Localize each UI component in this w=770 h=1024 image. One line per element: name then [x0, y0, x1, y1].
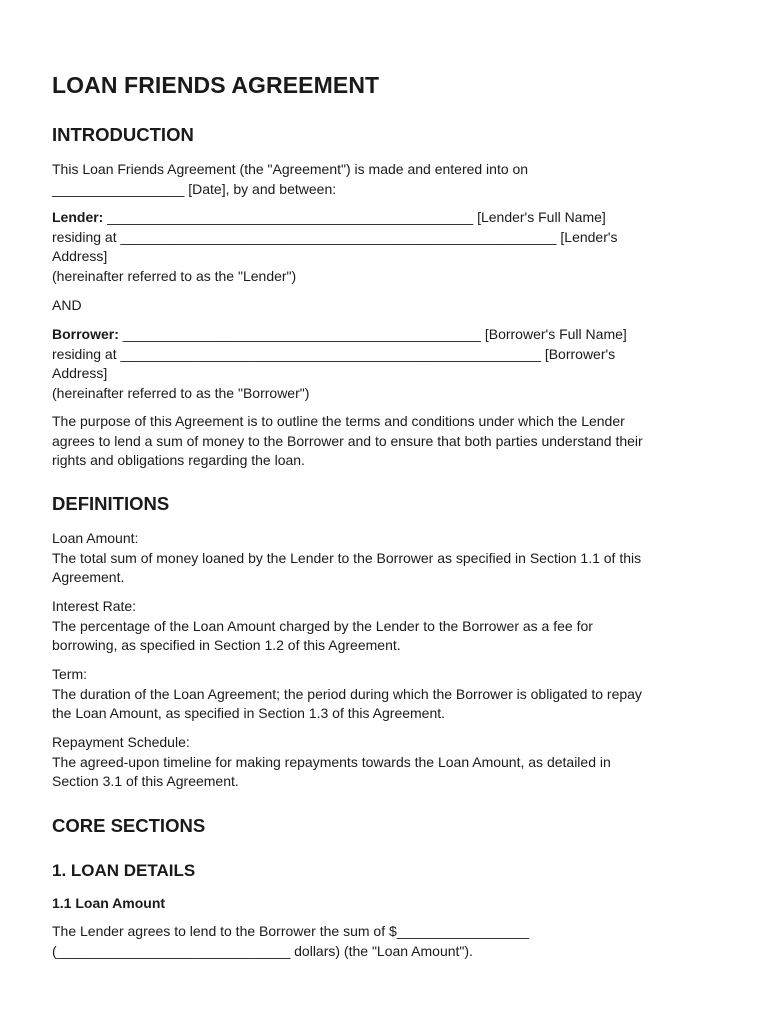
purpose-line: The purpose of this Agreement is to outline the terms and conditions under which the Lender: [52, 413, 625, 429]
lender-name-line: _______________________________________________ [Lender's Full Name]: [103, 209, 606, 225]
loan-details-heading: 1. LOAN DETAILS: [52, 861, 196, 880]
purpose-line: agrees to lend a sum of money to the Borrower and to ensure that both parties understand their: [52, 432, 643, 449]
borrower-block: [52, 325, 718, 403]
intro-line: This Loan Friends Agreement (the "Agreement") is made and entered into on: [52, 161, 529, 177]
definition-text: Section 3.1 of this Agreement.: [52, 773, 239, 789]
definition-text: The agreed-upon timeline for making repayments towards the Loan Amount, as detailed in: [52, 753, 611, 770]
definitions-heading: DEFINITIONS: [52, 493, 170, 514]
loan-amount-line: (______________________________ dollars) (the "Loan Amount").: [52, 942, 473, 959]
borrower-reference-line: (hereinafter referred to as the "Borrower"): [52, 384, 310, 401]
definition-interest-rate: [52, 597, 718, 656]
borrower-address-line: Address]: [52, 365, 108, 381]
loan-amount-line: The Lender agrees to lend to the Borrower the sum of $_________________: [52, 923, 530, 939]
definition-term: Term:: [52, 666, 87, 682]
loan-amount-paragraph: [52, 922, 718, 961]
definition-term-item: [52, 665, 718, 724]
lender-address-line: Address]: [52, 248, 108, 264]
purpose-line: rights and obligations regarding the loan.: [52, 452, 305, 468]
definition-repayment-schedule: [52, 733, 718, 792]
definition-loan-amount: [52, 529, 718, 588]
purpose-paragraph: [52, 412, 718, 471]
definition-text: The percentage of the Loan Amount charged by the Lender to the Borrower as a fee for: [52, 617, 593, 634]
borrower-name-line: ______________________________________________ [Borrower's Full Name]: [118, 326, 627, 342]
and-separator: AND: [52, 297, 82, 313]
intro-line: _________________ [Date], by and between:: [52, 180, 337, 197]
introduction-heading: INTRODUCTION: [52, 124, 194, 145]
intro-paragraph: [52, 160, 718, 199]
borrower-address-line: residing at ______________________________________________________ [Borrower's: [52, 345, 616, 362]
lender-label: Lender:: [52, 209, 104, 225]
definition-term: Loan Amount:: [52, 530, 139, 546]
core-sections-heading: CORE SECTIONS: [52, 815, 206, 836]
definition-text: borrowing, as specified in Section 1.2 of this Agreement.: [52, 637, 401, 653]
definition-text: the Loan Amount, as specified in Section 1.3 of this Agreement.: [52, 705, 446, 721]
definition-text: Agreement.: [52, 569, 125, 585]
definition-text: The duration of the Loan Agreement; the period during which the Borrower is obligated to repay: [52, 685, 642, 702]
borrower-label: Borrower:: [52, 326, 119, 342]
lender-address-line: residing at ________________________________________________________ [Lender's: [52, 228, 618, 245]
lender-reference-line: (hereinafter referred to as the "Lender"): [52, 267, 297, 284]
definition-term: Interest Rate:: [52, 598, 137, 614]
document-title: LOAN FRIENDS AGREEMENT: [52, 72, 380, 98]
definition-text: The total sum of money loaned by the Lender to the Borrower as specified in Section 1.1 of this: [52, 549, 642, 566]
loan-amount-subheading: 1.1 Loan Amount: [52, 895, 166, 911]
definition-term: Repayment Schedule:: [52, 734, 190, 750]
lender-block: [52, 208, 718, 286]
